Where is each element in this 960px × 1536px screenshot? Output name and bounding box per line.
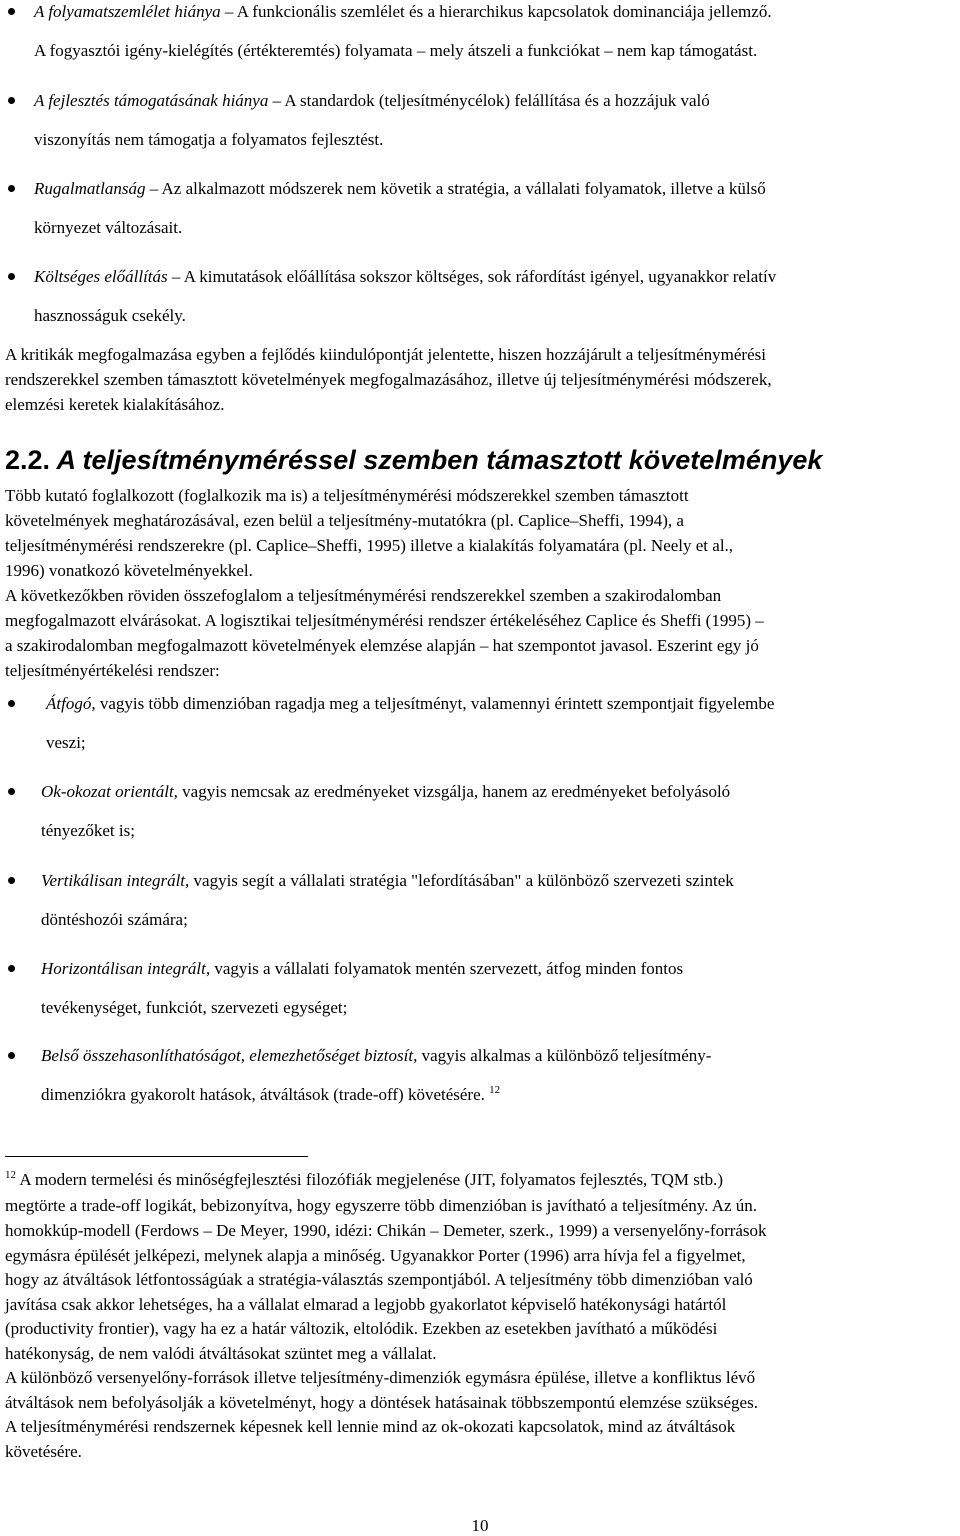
bullet-text: vagyis alkalmas a különböző teljesítmény- — [421, 1046, 712, 1065]
bullet-icon — [8, 273, 15, 280]
paragraph-line: A kritikák megfogalmazása egyben a fejlődés kiindulópontját jelentette, hiszen hozzájárult a teljesítménymérési — [5, 345, 766, 364]
bullet-text: dimenziókra gyakorolt hatások, átváltások (trade-off) követésére. — [41, 1085, 485, 1104]
paragraph-line: követelmények meghatározásával, ezen belül a teljesítmény-mutatókra (pl. Caplice–Sheffi, 1994), a — [5, 511, 684, 530]
bullet-text: A standardok (teljesítménycélok) felállítása és a hozzájuk való — [284, 91, 710, 110]
bullet-icon — [8, 965, 15, 972]
page-number: 10 — [471, 1516, 489, 1535]
bullet-text: A funkcionális szemlélet és a hierarchikus kapcsolatok dominanciája jellemző. — [236, 2, 772, 21]
section-title: A teljesítményméréssel szemben támasztott követelmények — [56, 445, 823, 475]
bullet-line: tényezőket is; — [41, 821, 135, 840]
footnote-line: követésére. — [5, 1442, 82, 1461]
section-heading — [5, 443, 822, 477]
bullet-term: Átfogó, — [46, 694, 96, 713]
bullet-line: A folyamatszemlélet hiánya – A funkcionális szemlélet és a hierarchikus kapcsolatok dominanciája jellemző. — [34, 2, 772, 21]
footnote-line: javítása csak akkor lehetséges, ha a vállalat elmarad a legjobb gyakorlatot képviselő hatékonysági határtól — [5, 1295, 727, 1314]
footnote-text: A modern termelési és minőségfejlesztési filozófiák megjelenése (JIT, folyamatos fejlesztés, TQM stb.) — [19, 1170, 724, 1189]
bullet-term: Belső összehasonlíthatóságot, elemezhetőséget biztosít, — [41, 1046, 418, 1065]
bullet-text: vagyis segít a vállalati stratégia "lefordításában" a különböző szervezeti szintek — [193, 871, 734, 890]
bullet-icon — [8, 700, 15, 707]
bullet-icon — [8, 1052, 15, 1059]
bullet-term: Rugalmatlanság — [34, 179, 146, 198]
bullet-icon — [8, 788, 15, 795]
footnote-line: megtörte a trade-off logikát, bebizonyítva, hogy egyszerre több dimenzióban is javítható a teljesítmény. Az ún. — [5, 1196, 758, 1215]
bullet-line — [41, 1085, 500, 1107]
paragraph-line: A következőkben röviden összefoglalom a teljesítménymérési rendszerekkel szemben a szakirodalomban — [5, 586, 722, 605]
paragraph-line: a szakirodalomban megfogalmazott követelmények elemzése alapján – hat szempontot javasol. Eszerint egy jó — [5, 636, 759, 655]
footnote-line: hogy az átváltások létfontosságúak a stratégia-választás szempontjából. A teljesítmény több dimenzióban való — [5, 1270, 753, 1289]
footnote-line: A különböző versenyelőny-források illetve teljesítmény-dimenziók egymásra épülése, illetve a konfliktus lévő — [5, 1368, 756, 1387]
bullet-term: Horizontálisan integrált, — [41, 959, 211, 978]
bullet-line: Rugalmatlanság – Az alkalmazott módszerek nem követik a stratégia, a vállalati folyamatok, illetve a külső — [34, 179, 766, 198]
bullet-line: veszi; — [46, 733, 86, 752]
bullet-term: Vertikálisan integrált, — [41, 871, 190, 890]
bullet-text: Az alkalmazott módszerek nem követik a stratégia, a vállalati folyamatok, illetve a külső — [161, 179, 766, 198]
footnote-line: egymásra épülését jelképezi, melynek alapja a minőség. Ugyanakkor Porter (1996) arra hívja fel a figyelmet, — [5, 1246, 746, 1265]
bullet-icon — [8, 185, 15, 192]
bullet-line — [46, 694, 774, 714]
bullet-text: vagyis a vállalati folyamatok mentén szervezett, átfog minden fontos — [214, 959, 684, 978]
paragraph-line: elemzési keretek kialakításához. — [5, 395, 225, 414]
bullet-term: A folyamatszemlélet hiánya — [34, 2, 221, 21]
footnote-reference[interactable]: 12 — [489, 1084, 501, 1096]
bullet-line: A fejlesztés támogatásának hiánya – A standardok (teljesítménycélok) felállítása és a hozzájuk való — [34, 91, 710, 110]
bullet-line — [41, 959, 683, 979]
footnote-line: (productivity frontier), vagy ha ez a határ változik, eltolódik. Ezekben az esetekben javítható a működési — [5, 1319, 718, 1338]
bullet-line: környezet változásait. — [34, 218, 183, 237]
bullet-line: tevékenységet, funkciót, szervezeti egységet; — [41, 998, 348, 1017]
footnote-line: átváltások nem befolyásolják a követelményt, hogy a döntések hatásainak többszempontú elemzése szükséges. — [5, 1393, 758, 1412]
section-number: 2.2. — [5, 445, 51, 475]
bullet-line: viszonyítás nem támogatja a folyamatos fejlesztést. — [34, 130, 384, 149]
bullet-icon — [8, 97, 15, 104]
paragraph — [5, 483, 960, 683]
bullet-line: Költséges előállítás – A kimutatások előállítása sokszor költséges, sok ráfordítást igényel, ugyanakkor relatív — [34, 267, 777, 286]
bullet-text: vagyis több dimenzióban ragadja meg a teljesítményt, valamennyi érintett szempontjait figyelembe — [99, 694, 775, 713]
paragraph — [5, 342, 960, 417]
bullet-icon — [8, 8, 15, 15]
bullet-line — [41, 871, 734, 891]
footnote-line — [5, 1170, 960, 1192]
bullet-term: Költséges előállítás — [34, 267, 168, 286]
footnote-line: hatékonyság, de nem valódi átváltásokat szüntet meg a vállalat. — [5, 1344, 437, 1363]
footnote-divider — [5, 1156, 308, 1157]
paragraph-line: teljesítménymérési rendszerekre (pl. Caplice–Sheffi, 1995) illetve a kialakítás folyamatára (pl. Neely et al., — [5, 536, 734, 555]
bullet-line: hasznosságuk csekély. — [34, 306, 186, 325]
bullet-line — [41, 1046, 711, 1066]
paragraph-line: teljesítményértékelési rendszer: — [5, 661, 220, 680]
bullet-text: vagyis nemcsak az eredményeket vizsgálja, hanem az eredményeket befolyásoló — [182, 782, 731, 801]
bullet-term: A fejlesztés támogatásának hiánya — [34, 91, 269, 110]
footnote-number: 12 — [5, 1169, 16, 1181]
footnote-line: homokkúp-modell (Ferdows – De Meyer, 1990, idézi: Chikán – Demeter, szerk., 1999) a versenyelőny-források — [5, 1221, 767, 1240]
bullet-line: döntéshozói számára; — [41, 910, 188, 929]
bullet-line — [41, 782, 730, 802]
paragraph-line: rendszerekkel szemben támasztott követelmények megfogalmazásához, illetve új teljesítménymérési módszerek, — [5, 370, 772, 389]
paragraph-line: 1996) vonatkozó követelményekkel. — [5, 561, 253, 580]
paragraph-line: megfogalmazott elvárásokat. A logisztikai teljesítménymérési rendszer értékeléséhez Caplice és Sheffi (1995) – — [5, 611, 764, 630]
bullet-term: Ok-okozat orientált, — [41, 782, 178, 801]
bullet-icon — [8, 877, 15, 884]
bullet-text: A kimutatások előállítása sokszor költséges, sok ráfordítást igényel, ugyanakkor relatív — [183, 267, 777, 286]
bullet-line: A fogyasztói igény-kielégítés (értékteremtés) folyamata – mely átszeli a funkciókat – nem kap támogatást. — [34, 41, 758, 60]
footnote-line: A teljesítménymérési rendszernek képesnek kell lennie mind az ok-okozati kapcsolatok, mind az átváltások — [5, 1417, 736, 1436]
paragraph-line: Több kutató foglalkozott (foglalkozik ma is) a teljesítménymérési módszerekkel szemben támasztott — [5, 486, 689, 505]
